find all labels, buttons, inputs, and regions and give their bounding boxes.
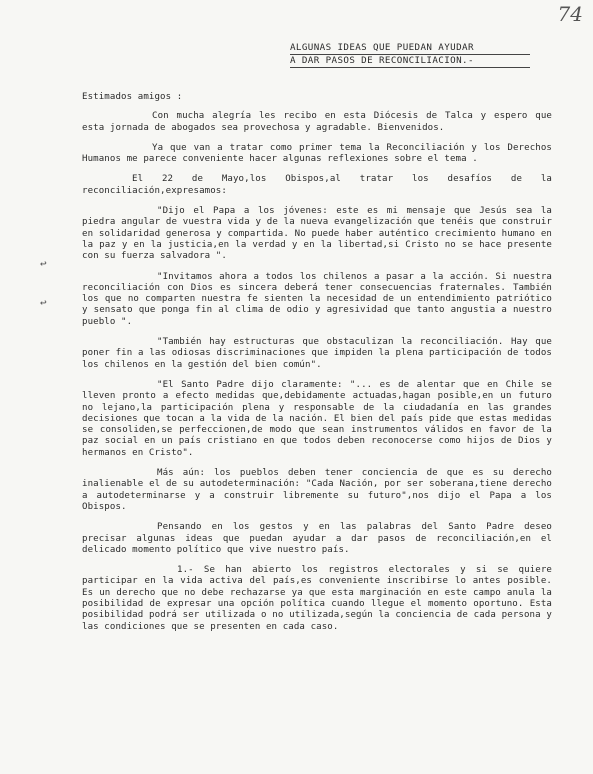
paragraph-8: Más aún: los pueblos deben tener conciencia de que es su derecho inalienable el de su autodeterminación: "Cada Nación, por ser soberana,tiene derecho a autodeterminarse y a construir libremente su futuro",nos dijo el Papa a los Obispos. xyxy=(82,468,552,512)
paragraph-10: 1.- Se han abierto los registros electorales y si se quiere participar en la vida activa del país,es conveniente inscribirse lo antes posible. Es un derecho que no debe rechazarse ya que esta marginación en este campo anula la posibilidad de expresar una opción política cuando llegue el momento oportuno. Esta posibilidad podrá ser utilizada o no utilizada,según la conciencia de cada persona y las condiciones que se presenten en cada caso. xyxy=(82,565,552,632)
margin-mark: ↩ xyxy=(40,257,47,270)
margin-mark: ↩ xyxy=(40,296,47,309)
paragraph-3: El 22 de Mayo,los Obispos,al tratar los desafíos de la reconciliación,expresamos: xyxy=(82,174,552,196)
document-body xyxy=(82,92,552,642)
paragraph-6: "También hay estructuras que obstaculizan la reconciliación. Hay que poner fin a las odiosas discriminaciones que impiden la plena participación de todos los chilenos en la gestión del bien común". xyxy=(82,337,552,370)
document-title xyxy=(290,42,530,68)
paragraph-9: Pensando en los gestos y en las palabras del Santo Padre deseo precisar algunas ideas que puedan ayudar a dar pasos de reconciliación,en el delicado momento político que vive nuestro país. xyxy=(82,522,552,555)
paragraph-5: "Invitamos ahora a todos los chilenos a pasar a la acción. Si nuestra reconciliación con Dios es sincera deberá tener consecuencias fraternales. También los que no comparten nuestra fe sienten la necesidad de un entendimiento patriótico y sensato que ponga fin al clima de odio y agresividad que tanto angustia a nuestro pueblo ". xyxy=(82,271,552,327)
paragraph-4: "Dijo el Papa a los jóvenes: este es mi mensaje que Jesús sea la piedra angular de vuestra vida y de la nueva evangelización que tenéis que construir en solidaridad generosa y compartida. No puede haber auténtico crecimiento humano en la paz y en la justicia,en la verdad y en la libertad,si Cristo no se hace presente con su fuerza salvadora ". xyxy=(82,206,552,262)
salutation: Estimados amigos : xyxy=(82,92,183,102)
page-number: 74 xyxy=(557,2,583,26)
paragraph-7: "El Santo Padre dijo claramente: "... es de alentar que en Chile se lleven pronto a efecto medidas que,debidamente actuadas,hagan posible,en un futuro no lejano,la participación plena y responsable de la ciudadanía en las grandes decisiones que tocan a la vida de la nación. El bien del país pide que estas medidas se consoliden,se perfeccionen,de modo que sean instrumentos válidos en favor de la paz social en un país cristiano en que todos deben reconocerse como hijos de Dios y hermanos en Cristo". xyxy=(82,379,552,458)
paragraph-1: Con mucha alegría les recibo en esta Diócesis de Talca y espero que esta jornada de abogados sea provechosa y agradable. Bienvenidos. xyxy=(82,111,552,133)
paragraph-2: Ya que van a tratar como primer tema la Reconciliación y los Derechos Humanos me parece conveniente hacer algunas reflexiones sobre el tema . xyxy=(82,142,552,165)
title-line-2: A DAR PASOS DE RECONCILIACION.- xyxy=(290,55,530,68)
title-line-1: ALGUNAS IDEAS QUE PUEDAN AYUDAR xyxy=(290,42,530,55)
